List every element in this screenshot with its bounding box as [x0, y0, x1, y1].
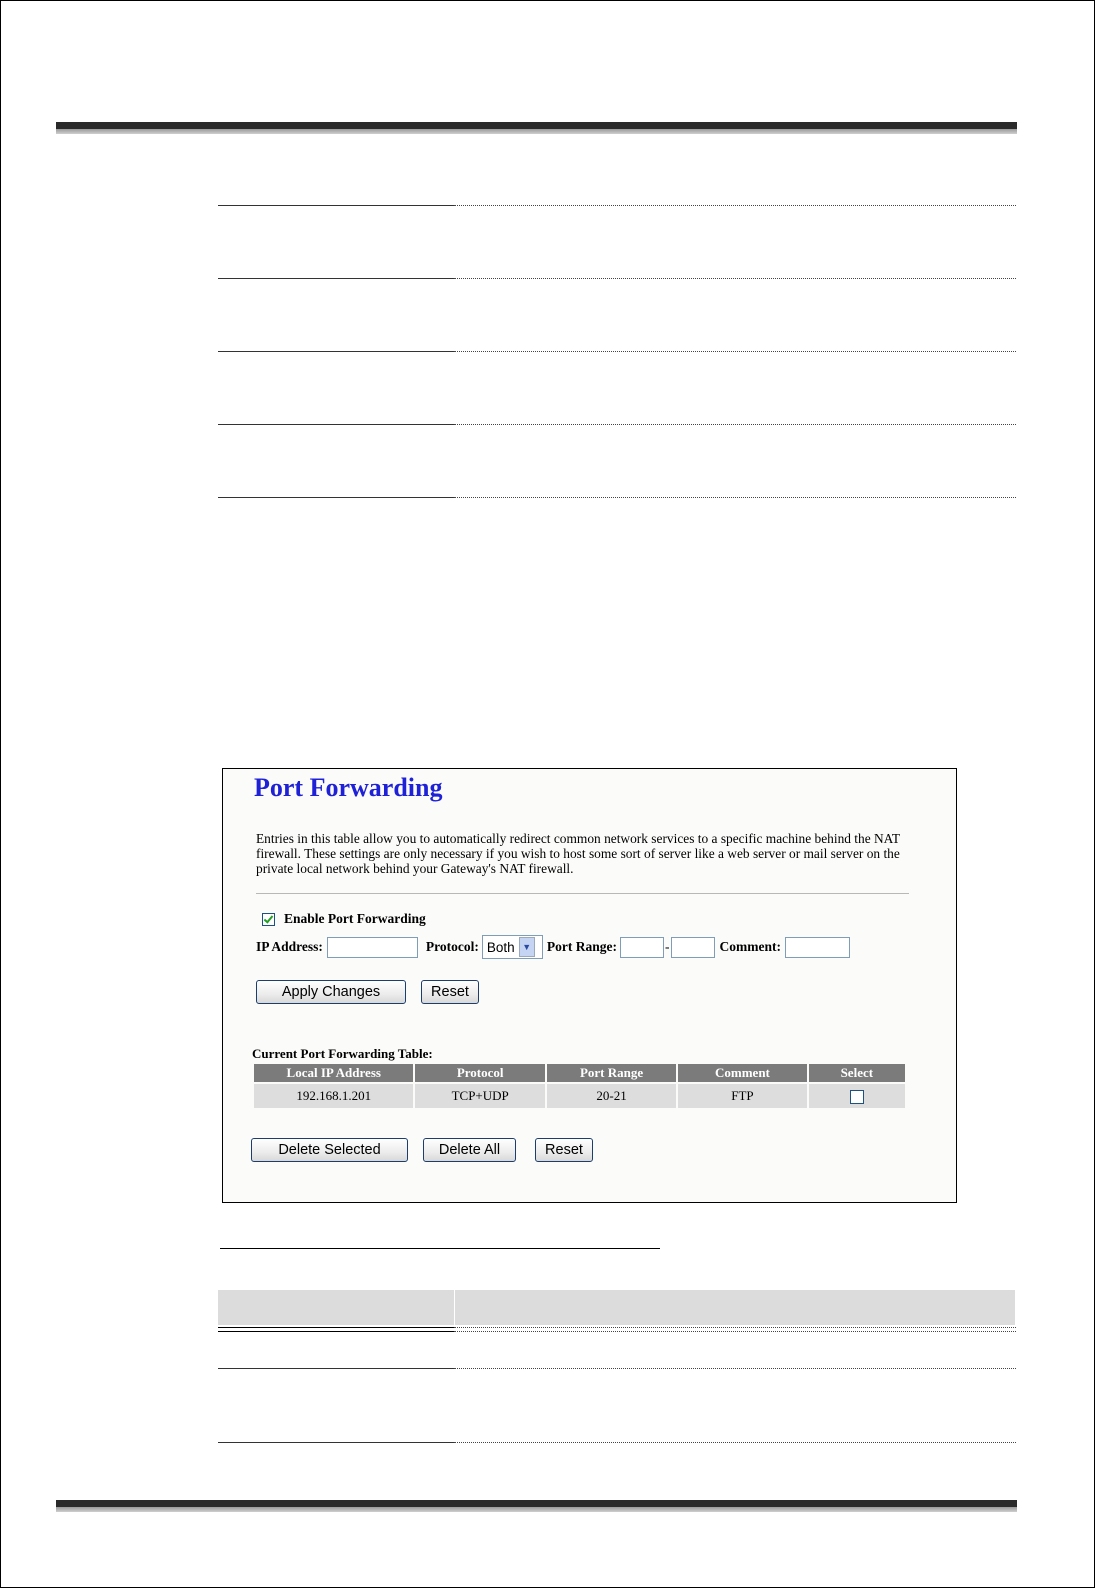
description-text: Entries in this table allow you to automatically redirect common network services to a specific machine behind the NAT firewall. These settings are only necessary if you wish to host some sort of server like a web server or mail server on the private local network behind your Gateway's NAT firewall.: [256, 831, 900, 876]
cell-port-range: 20-21: [547, 1084, 676, 1108]
cell-select: [809, 1084, 905, 1108]
current-port-forwarding-table: [252, 1062, 907, 1110]
comment-input[interactable]: [785, 937, 850, 958]
protocol-select[interactable]: [482, 935, 543, 959]
header-port-range: Port Range: [547, 1064, 676, 1082]
cell-comment: FTP: [678, 1084, 806, 1108]
enable-port-forwarding-label: Enable Port Forwarding: [284, 911, 426, 926]
header-local-ip: Local IP Address: [254, 1064, 413, 1082]
ip-address-input[interactable]: [327, 937, 418, 958]
enable-port-forwarding-checkbox[interactable]: [262, 913, 275, 926]
header-comment: Comment: [678, 1064, 806, 1082]
row-select-checkbox[interactable]: [850, 1090, 864, 1104]
port-range-to-input[interactable]: [671, 937, 715, 958]
ip-address-label: IP Address:: [256, 939, 323, 954]
caption-underline: [220, 1248, 660, 1249]
table-header-block: [218, 1290, 1015, 1325]
chevron-down-icon[interactable]: ▼: [519, 937, 535, 957]
page-title: Port Forwarding: [254, 773, 443, 802]
port-range-label: Port Range:: [546, 939, 617, 954]
header-select: Select: [809, 1064, 905, 1082]
delete-selected-button[interactable]: Delete Selected: [251, 1138, 408, 1162]
reset-table-button[interactable]: Reset: [535, 1138, 593, 1162]
apply-changes-button[interactable]: Apply Changes: [256, 980, 406, 1004]
cell-local-ip: 192.168.1.201: [254, 1084, 413, 1108]
comment-label: Comment:: [719, 939, 781, 954]
entry-form-row: [256, 933, 850, 961]
enable-row: [262, 911, 426, 927]
current-table-caption: Current Port Forwarding Table:: [252, 1046, 433, 1061]
delete-all-button[interactable]: Delete All: [423, 1138, 516, 1162]
protocol-select-value: Both: [486, 939, 515, 955]
cell-protocol: TCP+UDP: [415, 1084, 544, 1108]
reset-button[interactable]: Reset: [421, 980, 479, 1004]
port-range-from-input[interactable]: [620, 937, 664, 958]
header-protocol: Protocol: [415, 1064, 544, 1082]
port-forwarding-screenshot: [222, 768, 957, 1203]
protocol-label: Protocol:: [425, 939, 479, 954]
table-row: [254, 1084, 905, 1108]
footer-rule: [56, 1500, 1017, 1512]
header-rule: [56, 122, 1017, 134]
divider: [256, 893, 909, 894]
port-range-separator: -: [665, 939, 670, 954]
